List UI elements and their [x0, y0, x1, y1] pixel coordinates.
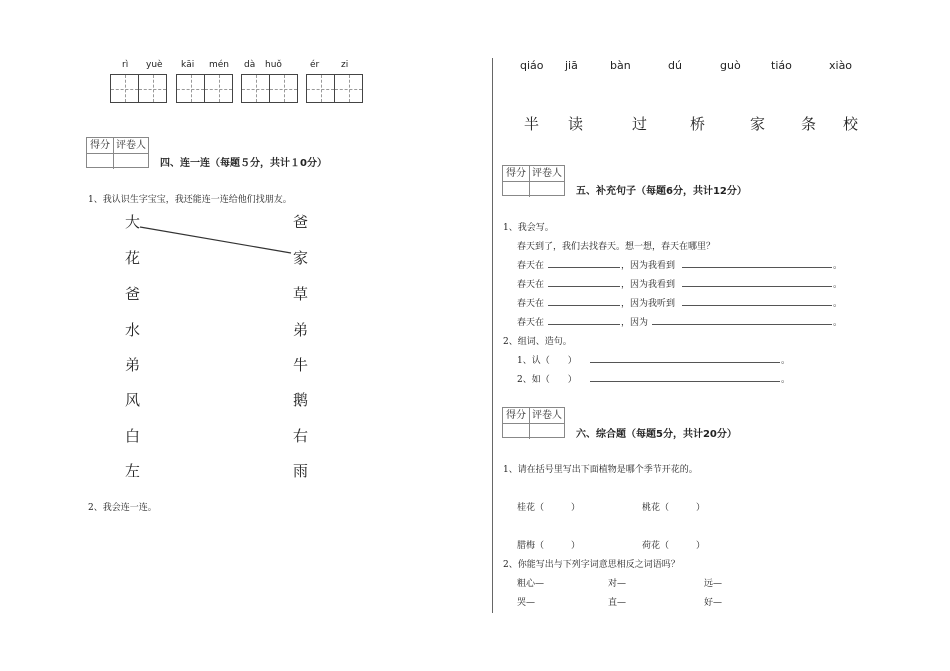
pinyin-label: yuè [146, 60, 163, 70]
antonym-item[interactable]: 好— [704, 598, 723, 608]
plant-item[interactable]: 桂花（ ） [517, 503, 581, 513]
antonym-item[interactable]: 粗心— [517, 579, 545, 589]
word-label: 1、认（ ） [517, 356, 577, 366]
matching-char[interactable]: 左 [125, 462, 141, 480]
match-char[interactable]: 半 [524, 115, 540, 133]
question-text: 2、你能写出与下列字词意思相反之词语吗？ [503, 560, 680, 570]
matching-char[interactable]: 爸 [293, 213, 309, 231]
matching-char[interactable]: 弟 [125, 356, 141, 374]
antonym-item[interactable]: 远— [704, 579, 723, 589]
matching-char[interactable]: 牛 [293, 356, 309, 374]
question-text: 2、组词、造句。 [503, 337, 572, 347]
section-title: 四、连一连（每题５分，共计１0分） [160, 158, 327, 169]
question-text: 1、我认识生字宝宝，我还能连一连给他们找朋友。 [88, 195, 292, 205]
matching-char[interactable]: 右 [293, 427, 309, 445]
plant-item[interactable]: 腊梅（ ） [517, 541, 581, 551]
fill-middle: ，因为我看到 [621, 261, 676, 271]
question-text: 1、我会写。 [503, 223, 554, 233]
fill-middle: ，因为我听到 [621, 299, 676, 309]
fill-blank[interactable] [682, 286, 832, 287]
matching-char[interactable]: 弟 [293, 321, 309, 339]
pinyin-label: qiáo [520, 59, 544, 72]
matching-char[interactable]: 大 [125, 213, 141, 231]
fill-blank[interactable] [682, 267, 832, 268]
match-char[interactable]: 校 [843, 115, 859, 133]
column-divider [492, 58, 493, 613]
fill-middle: ，因为我看到 [621, 280, 676, 290]
fill-blank[interactable] [548, 286, 620, 287]
pinyin-label: jiā [565, 59, 578, 72]
matching-char[interactable]: 草 [293, 285, 309, 303]
match-char[interactable]: 家 [750, 115, 766, 133]
pinyin-label: dú [668, 59, 682, 72]
antonym-item[interactable]: 直— [608, 598, 627, 608]
fill-end: 。 [833, 299, 843, 309]
score-box [502, 407, 565, 438]
question-text: 1、请在括号里写出下面植物是哪个季节开花的。 [503, 465, 698, 475]
fill-end: 。 [781, 375, 791, 385]
fill-prefix: 春天在 [517, 299, 545, 309]
match-char[interactable]: 条 [801, 115, 817, 133]
fill-blank[interactable] [590, 362, 780, 363]
antonym-item[interactable]: 对— [608, 579, 627, 589]
pinyin-label: tiáo [771, 59, 792, 72]
plant-item[interactable]: 荷花（ ） [642, 541, 706, 551]
fill-end: 。 [781, 356, 791, 366]
fill-end: 。 [833, 280, 843, 290]
word-label: 2、如（ ） [517, 375, 577, 385]
fill-blank[interactable] [682, 305, 832, 306]
pinyin-label: bàn [610, 59, 631, 72]
matching-char[interactable]: 雨 [293, 462, 309, 480]
score-box [502, 165, 565, 196]
fill-prefix: 春天在 [517, 280, 545, 290]
matching-char[interactable]: 水 [125, 321, 141, 339]
fill-blank[interactable] [590, 381, 780, 382]
fill-blank[interactable] [548, 324, 620, 325]
fill-blank[interactable] [652, 324, 832, 325]
match-char[interactable]: 过 [632, 115, 648, 133]
matching-char[interactable]: 家 [293, 249, 309, 267]
pinyin-label: kāi [181, 60, 195, 70]
question-text: 春天到了，我们去找春天。想一想，春天在哪里？ [517, 242, 716, 252]
pinyin-label: huǒ [265, 60, 282, 70]
pinyin-label: rì [122, 60, 129, 70]
fill-prefix: 春天在 [517, 318, 545, 328]
grader-label: 评卷人 [116, 140, 146, 151]
fill-blank[interactable] [548, 305, 620, 306]
pinyin-label: zi [341, 60, 349, 70]
grader-label: 评卷人 [532, 168, 562, 179]
fill-end: 。 [833, 318, 843, 328]
matching-char[interactable]: 白 [125, 427, 141, 445]
pinyin-label: ér [310, 60, 320, 70]
matching-char[interactable]: 花 [125, 249, 141, 267]
question-text: 2、我会连一连。 [88, 503, 157, 513]
pinyin-label: dà [244, 60, 256, 70]
score-label: 得分 [503, 408, 530, 423]
fill-end: 。 [833, 261, 843, 271]
plant-item[interactable]: 桃花（ ） [642, 503, 706, 513]
score-label: 得分 [87, 138, 114, 153]
fill-middle: ，因为 [621, 318, 649, 328]
matching-char[interactable]: 爸 [125, 285, 141, 303]
antonym-item[interactable]: 哭— [517, 598, 536, 608]
matching-char[interactable]: 风 [125, 391, 141, 409]
pinyin-label: xiào [829, 59, 853, 72]
grader-label: 评卷人 [532, 410, 562, 421]
fill-blank[interactable] [548, 267, 620, 268]
section-title: 六、综合题（每题5分，共计20分） [576, 429, 737, 440]
matching-char[interactable]: 鹅 [293, 391, 309, 409]
match-char[interactable]: 桥 [690, 115, 706, 133]
section-title: 五、补充句子（每题6分，共计12分） [576, 186, 747, 197]
fill-prefix: 春天在 [517, 261, 545, 271]
pinyin-label: mén [209, 60, 230, 70]
match-char[interactable]: 读 [568, 115, 584, 133]
score-label: 得分 [503, 166, 530, 181]
pinyin-label: guò [720, 59, 741, 72]
